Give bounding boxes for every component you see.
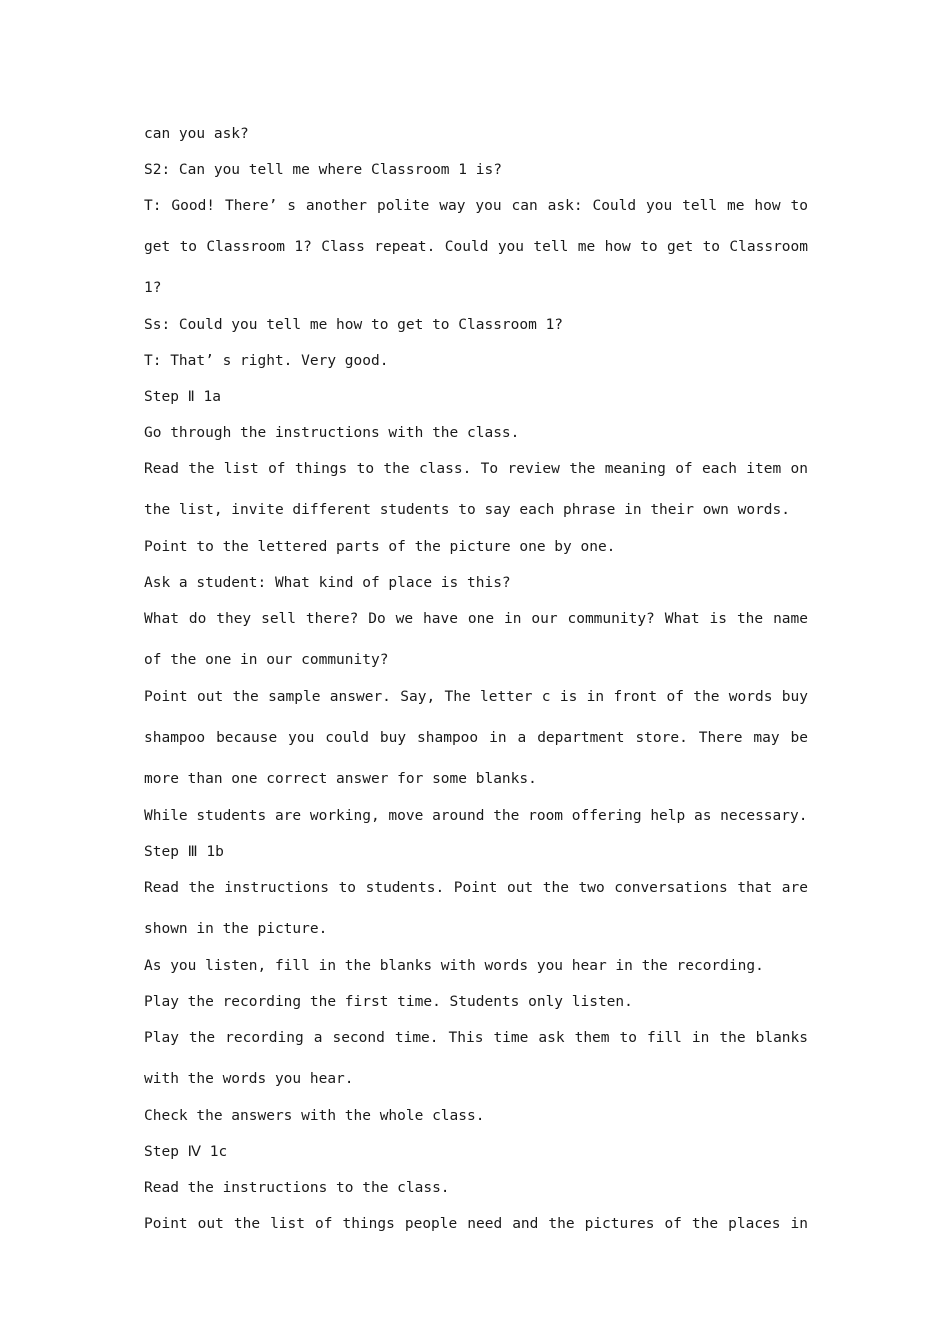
- paragraph: T: Good! There’ s another polite way you can ask: Could you tell me how to get to Classroom 1? Class repeat. Could you tell me how to get to Classroom 1?: [144, 198, 808, 296]
- step-heading: Step Ⅱ 1a: [144, 389, 221, 405]
- paragraph: What do they sell there? Do we have one in our community? What is the name of the one in our community?: [144, 611, 808, 668]
- paragraph: Point to the lettered parts of the picture one by one.: [144, 539, 616, 555]
- paragraph: S2: Can you tell me where Classroom 1 is?: [144, 162, 502, 178]
- paragraph: Ask a student: What kind of place is this?: [144, 575, 511, 591]
- paragraph: Read the instructions to students. Point out the two conversations that are shown in the picture.: [144, 880, 808, 937]
- paragraph: Play the recording the first time. Students only listen.: [144, 994, 633, 1010]
- paragraph: can you ask?: [144, 126, 249, 142]
- document-body: [144, 124, 808, 1250]
- step-heading: Step Ⅳ 1c: [144, 1144, 228, 1160]
- step-heading: Step Ⅲ 1b: [144, 844, 224, 860]
- paragraph: Point out the list of things people need and the pictures of the places in: [144, 1216, 808, 1232]
- paragraph: Check the answers with the whole class.: [144, 1108, 485, 1124]
- paragraph: As you listen, fill in the blanks with words you hear in the recording.: [144, 958, 764, 974]
- paragraph: Read the instructions to the class.: [144, 1180, 450, 1196]
- paragraph: Ss: Could you tell me how to get to Classroom 1?: [144, 317, 564, 333]
- paragraph: Point out the sample answer. Say, The letter c is in front of the words buy shampoo because you could buy shampoo in a department store. There may be more than one correct answer for some blanks.: [144, 689, 808, 787]
- paragraph: Play the recording a second time. This time ask them to fill in the blanks with the words you hear.: [144, 1030, 808, 1087]
- paragraph: T: That’ s right. Very good.: [144, 353, 389, 369]
- paragraph: While students are working, move around the room offering help as necessary.: [144, 808, 808, 824]
- paragraph: Go through the instructions with the class.: [144, 425, 520, 441]
- paragraph: Read the list of things to the class. To review the meaning of each item on the list, invite different students to say each phrase in their own words.: [144, 461, 808, 518]
